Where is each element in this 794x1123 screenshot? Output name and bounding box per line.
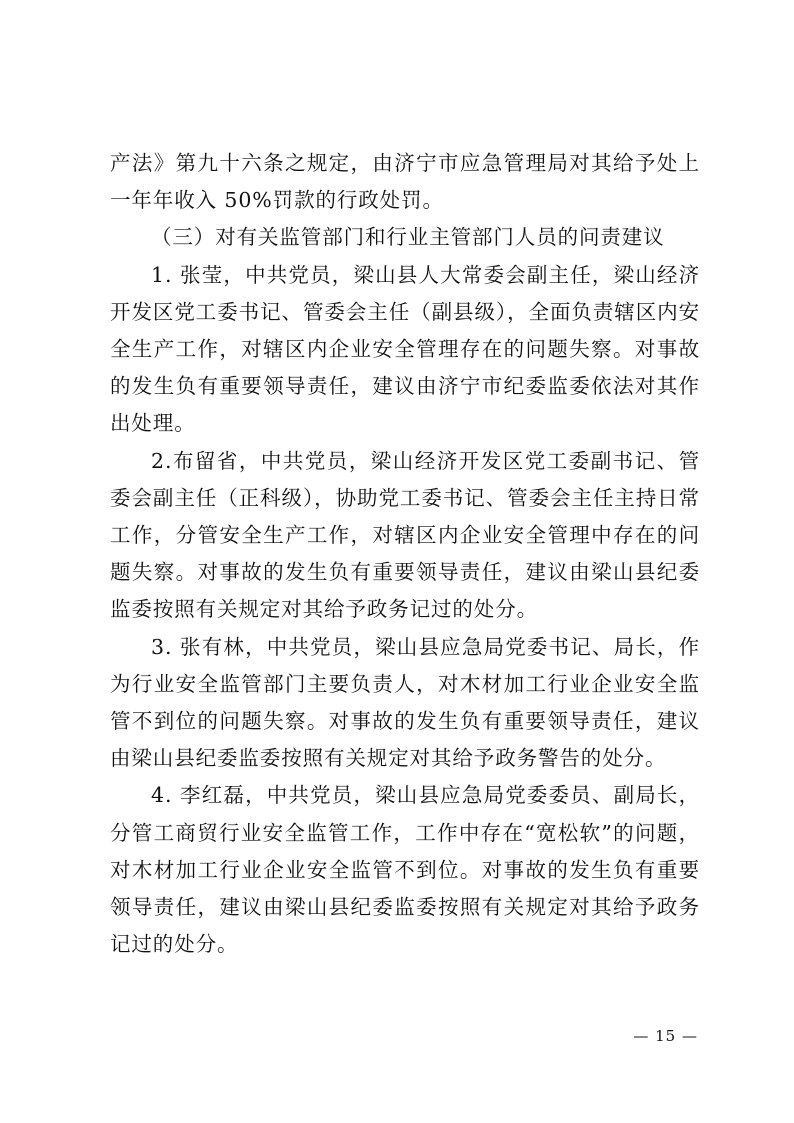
paragraph-item-1: 1. 张莹，中共党员，梁山县人大常委会副主任，梁山经济开发区党工委书记、管委会主任（副县级），全面负责辖区内安全生产工作，对辖区内企业安全管理存在的问题失察。对事故的发生负有重要领导责任，建议由济宁市纪委监委依法对其作出处理。 bbox=[110, 262, 700, 436]
paragraph-item-4: 4. 李红磊，中共党员，梁山县应急局党委委员、副局长，分管工商贸行业安全监管工作，工作中存在“宽松软”的问题，对木材加工行业企业安全监管不到位。对事故的发生负有重要领导责任，建议由梁山县纪委监委按照有关规定对其给予政务记过的处分。 bbox=[110, 783, 700, 957]
page-number: — 15 — bbox=[633, 1027, 698, 1045]
document-body bbox=[110, 145, 700, 963]
paragraph-item-3: 3. 张有林，中共党员，梁山县应急局党委书记、局长，作为行业安全监管部门主要负责人，对木材加工行业企业安全监管不到位的问题失察。对事故的发生负有重要领导责任，建议由梁山县纪委监委按照有关规定对其给予政务警告的处分。 bbox=[110, 634, 700, 771]
paragraph-item-2: 2.布留省，中共党员，梁山经济开发区党工委副书记、管委会副主任（正科级），协助党工委书记、管委会主任主持日常工作，分管安全生产工作，对辖区内企业安全管理中存在的问题失察。对事故的发生负有重要领导责任，建议由梁山县纪委监委按照有关规定对其给予政务记过的处分。 bbox=[110, 448, 700, 622]
paragraph-continuation: 产法》第九十六条之规定，由济宁市应急管理局对其给予处上一年年收入 50%罚款的行政处罚。 bbox=[110, 151, 700, 213]
section-heading: （三）对有关监管部门和行业主管部门人员的问责建议 bbox=[151, 225, 665, 250]
